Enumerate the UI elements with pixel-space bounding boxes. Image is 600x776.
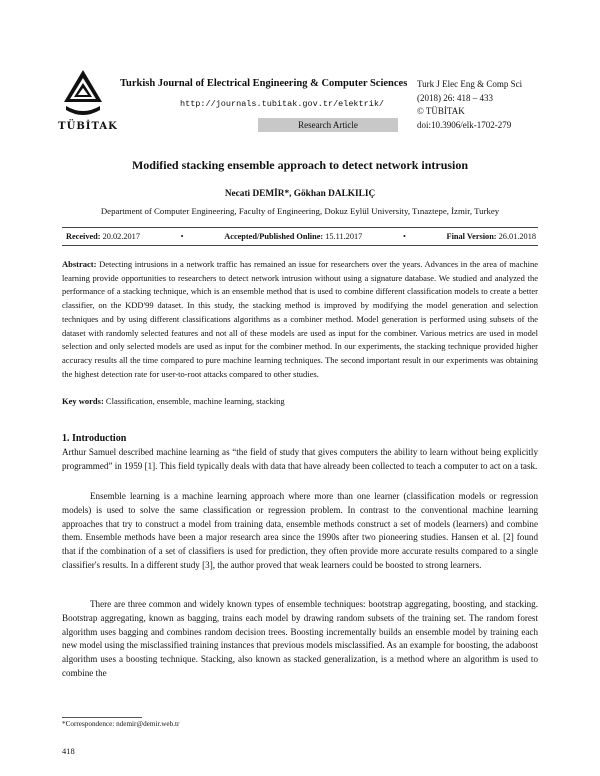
dates-row [66, 232, 536, 241]
abstract-label: Abstract: [62, 259, 97, 269]
keywords-label: Key words: [62, 396, 104, 406]
logo-text: TÜBİTAK [58, 121, 118, 132]
section-heading: 1. Introduction [62, 433, 127, 444]
divider-bottom [62, 245, 538, 246]
volume-pages: (2018) 26: 418 – 433 [417, 92, 493, 103]
affiliation: Department of Computer Engineering, Faculty of Engineering, Dokuz Eylül University, Tınaztepe, İzmir, Turkey [100, 206, 500, 216]
copyright: © TÜBİTAK [417, 106, 465, 116]
bullet: • [180, 232, 184, 241]
page-number: 418 [62, 746, 75, 756]
authors: Necati DEMİR*, Gökhan DALKILIÇ [224, 189, 376, 199]
doi[interactable]: doi:10.3906/elk-1702-279 [417, 119, 512, 130]
keywords [62, 396, 538, 406]
paper-title: Modified stacking ensemble approach to detect network intrusion [131, 158, 469, 172]
article-type-badge: Research Article [258, 118, 398, 132]
citation-block [417, 78, 522, 132]
paragraph: Arthur Samuel described machine learning as “the field of study that gives computers the ability to learn without being explicitly programmed” in 1959 [1]. This field typically deals with data that have already been collected to teach a computer to act on a task. [62, 447, 538, 471]
journal-name: Turkish Journal of Electrical Engineering & Computer Sciences [120, 78, 408, 89]
footnote: *Correspondence: ndemir@demir.web.tr [62, 720, 180, 728]
divider-top [62, 227, 538, 228]
journal-url[interactable]: http://journals.tubitak.gov.tr/elektrik/ [180, 99, 385, 109]
abstract-text: Detecting intrusions in a network traffic has remained an issue for researchers over the years. Advances in the area of machine learning provide opportunities to researchers to detect network intrusion without using a signature database. We studied and analyzed the performance of a stacking technique, which is an ensemble method that is used to combine different classification models to create a better classifier, on the KDD'99 dataset. In this study, the stacking method is improved by modifying the model generation and selection techniques and by using different classifications algorithms as a combiner method. Model generation is performed using subsets of the dataset with randomly selected features and not all of these models are used as input for the combiner. Various metrics are used in model selection and only selected models are used as input for the combiner method. In our experiments, the stacking technique provided higher accuracy results all the time compared to pure machine learning techniques. The second important result in our experiments was obtaining the highest detection rate for user-to-root attacks compared to other studies. [62, 259, 538, 379]
paragraph: Ensemble learning is a machine learning approach where more than one learner (classification models or regression models) is used to solve the same classification or regression problem. In contrast to the conventional machine learning approaches that try to construct a model from training data, ensemble methods construct a set of models (learners) and combine them. Ensemble methods have been a major research area since the 1990s after two pioneering studies. Hansen et al. [2] found that if the combination of a set of classifiers is used for prediction, they often provide more accurate results compared to a single classifier's results. In a different study [3], the author proved that weak learners could be boosted to strong learners. [62, 491, 538, 570]
paragraph: There are three common and widely known types of ensemble techniques: bootstrap aggregating, boosting, and stacking. Bootstrap aggregating, known as bagging, trains each model by drawing random subsets of the training set. The random forest algorithm uses bagging and combines random decision trees. Boosting incrementally builds an ensemble model by training each new model using the misclassified training instances that previous models misclassified. As an example for boosting, the adaboost algorithm uses a boosting technique. Stacking, also known as stacked generalization, is a method where an algorithm is used to combine the [62, 599, 538, 678]
received-date: Received: 20.02.2017 [66, 232, 140, 241]
bullet: • [402, 232, 406, 241]
footnote-rule [62, 717, 142, 718]
final-version-date: Final Version: 26.01.2018 [446, 232, 536, 241]
journal-short-name: Turk J Elec Eng & Comp Sci [417, 79, 523, 89]
accepted-date: Accepted/Published Online: 15.11.2017 [224, 232, 363, 241]
keywords-text: Classification, ensemble, machine learning, stacking [105, 396, 285, 406]
abstract [62, 258, 538, 381]
